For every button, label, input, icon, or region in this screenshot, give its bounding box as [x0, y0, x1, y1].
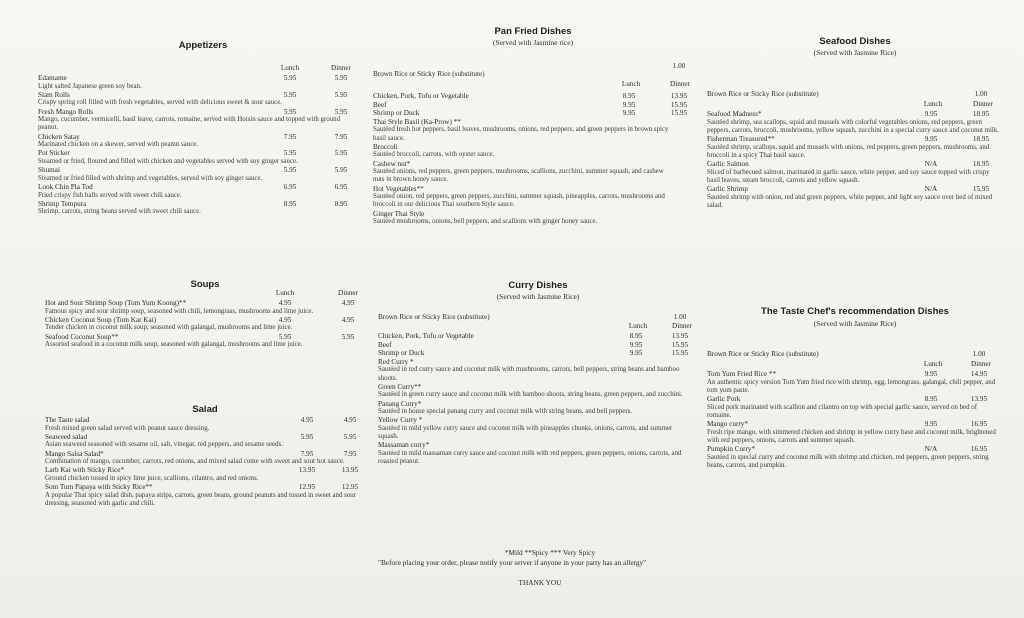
item-name: Mango curry*	[707, 420, 748, 428]
item-description: Sliced of barbecued salmon, marinated in garlic sauce, white pepper, and soy sauce topped with crispy basil leaves, steam broccoli, carrots and yellow squash.	[707, 168, 990, 184]
dinner-price: 15.95	[671, 349, 689, 358]
item-name: Thai Style Basil (Ka-Prow) **	[373, 117, 461, 126]
lunch-header: Lunch	[275, 289, 295, 297]
item-name: The Taste salad	[45, 416, 90, 424]
item-description: Fried crispy fish balls served with sweet chili sauce.	[38, 191, 182, 199]
lunch-price: N/A	[924, 160, 938, 168]
menu-item	[378, 358, 696, 367]
menu-item	[38, 133, 360, 142]
item-description: Sautéed in mild massaman curry sauce and coconut milk with red peppers, green peppers, onions, carrots, and roasted peanut.	[378, 449, 682, 466]
lunch-price: 5.95	[283, 74, 297, 82]
dinner-price: 5.95	[334, 90, 348, 99]
menu-item	[45, 299, 361, 308]
item-name: Green Curry**	[378, 382, 422, 391]
lunch-header: Lunch	[621, 80, 641, 88]
lunch-price: 5.95	[283, 166, 297, 175]
dinner-header: Dinner	[971, 360, 991, 368]
item-name: Chicken Coconut Soup (Tom Kar Kai)	[45, 315, 157, 324]
lunch-price: 5.95	[283, 90, 297, 99]
dinner-price: 18.95	[972, 110, 990, 118]
protein-row	[378, 332, 696, 341]
item-description: Sautéed fresh hot peppers, basil leaves, mushrooms, onions, red peppers, and green peppers in brown spicy basil sauce.	[373, 126, 669, 142]
rice-substitute-row	[378, 313, 696, 322]
item-description: Sautéed in green curry sauce and coconut milk with bamboo shoots, string beans, green peppers, and zucchini.	[378, 391, 683, 399]
lunch-price: 9.95	[924, 370, 938, 378]
appetizers-list	[38, 74, 360, 217]
curry-title: Curry Dishes	[508, 280, 568, 291]
lunch-price: 12.95	[298, 483, 316, 492]
dinner-price: 12.95	[341, 483, 359, 492]
item-name: Seaweed salad	[45, 432, 88, 441]
item-name: Siam Rolls	[38, 90, 70, 99]
lunch-header: Lunch	[280, 64, 300, 72]
dinner-price: 4.95	[341, 299, 355, 307]
rice-substitute-row	[373, 62, 693, 79]
dinner-price: 5.95	[343, 432, 357, 441]
item-description: An authentic spicy version Tom Yum fried rice with shrimp, egg, lemongrass, galangal, chili pepper, and tom yum paste.	[707, 378, 996, 394]
lunch-price: 9.95	[629, 349, 643, 358]
lunch-price: 7.95	[300, 449, 314, 458]
protein-name: Chicken, Pork, Tofu or Vegetable	[373, 92, 469, 100]
item-name: Chicken Satay	[38, 132, 80, 141]
dinner-price: 13.95	[341, 466, 359, 475]
rice-label: Brown Rice or Sticky Rice (substitute)	[378, 313, 490, 321]
item-name: Fisherman Treasured**	[707, 135, 775, 143]
dinner-header: Dinner	[973, 100, 993, 108]
rice-substitute-row	[707, 90, 1003, 99]
item-description: Sautéed in mild yellow curry sauce and coconut milk with pineapples chunks, onions, carrots, and summer squash.	[378, 424, 673, 441]
menu-item	[707, 370, 1003, 379]
lunch-price: 9.95	[924, 135, 938, 143]
dinner-price: 5.95	[334, 107, 348, 116]
dinner-price: 5.95	[334, 166, 348, 175]
item-description: Combination of mango, cucumber, carrots, red onions, and mixed salad come with sweet and sour hot sauce.	[45, 458, 345, 466]
lunch-price: 5.95	[300, 432, 314, 441]
lunch-price: N/A	[924, 445, 938, 453]
item-description: Sliced pork marinated with scallion and cilantro on top with special garlic sauce, served on bed of romaine.	[707, 403, 977, 419]
protein-name: Shrimp or Duck	[373, 109, 420, 118]
soups-title: Soups	[190, 279, 220, 290]
lunch-price: 9.95	[629, 340, 643, 349]
dinner-header: Dinner	[672, 322, 692, 330]
rice-price: 1.00	[972, 350, 986, 358]
menu-item	[373, 185, 693, 194]
salad-list	[45, 416, 361, 508]
lunch-header: Lunch	[923, 360, 943, 368]
item-name: Som Tum Papaya with Sticky Rice**	[45, 483, 153, 492]
menu-item	[45, 316, 361, 325]
dinner-price: 16.95	[970, 445, 988, 453]
dinner-price: 8.95	[334, 199, 348, 208]
item-name: Yellow Curry *	[378, 416, 423, 425]
lunch-price: 8.95	[629, 332, 643, 340]
pan-fried-list	[373, 92, 693, 226]
lunch-price: 8.95	[283, 199, 297, 208]
lunch-price: N/A	[924, 185, 938, 193]
protein-row	[373, 109, 693, 118]
menu-item	[378, 441, 696, 450]
dinner-price: 7.95	[343, 449, 357, 458]
item-description: Shrimp, carrots, string beans served with sweet chili sauce.	[38, 208, 201, 216]
item-name: Fresh Mango Rolls	[38, 107, 94, 116]
item-name: Larb Kai with Sticky Rice*	[45, 466, 125, 475]
item-description: Light salted Japanese green soy bean.	[38, 82, 142, 90]
soups-list	[45, 299, 361, 349]
menu-item	[45, 333, 361, 342]
item-description: Fresh mixed green salad served with peanut sauce dressing.	[45, 424, 210, 432]
spice-legend: *Mild **Spicy *** Very Spicy	[504, 548, 596, 557]
protein-name: Beef	[378, 340, 392, 349]
menu-item	[373, 118, 693, 127]
item-description: Famous spicy and sour shrimp soup, seasoned with chili, lemongrass, mushrooms and lime juice.	[45, 307, 314, 315]
item-name: Shumai	[38, 166, 60, 175]
dinner-price: 5.95	[334, 149, 348, 158]
thank-you: THANK YOU	[518, 578, 562, 587]
menu-item	[45, 466, 361, 475]
item-description: Steamed or fried filled with shrimp and vegetables, served with soy ginger sauce.	[38, 174, 263, 182]
lunch-price: 13.95	[298, 466, 316, 475]
dinner-price: 18.95	[972, 135, 990, 143]
chef-subtitle: (Served with Jasmine Rice)	[813, 319, 897, 328]
dinner-price: 4.95	[343, 416, 357, 424]
rice-price: 1.00	[672, 62, 686, 70]
item-description: Tender chicken in coconut milk soup, seasoned with galangal, mushrooms and lime juice.	[45, 324, 293, 332]
rice-label: Brown Rice or Sticky Rice (substitute)	[707, 350, 819, 358]
lunch-price: 9.95	[622, 109, 636, 118]
item-description: Mango, cucumber, vermicelli, basil leave, carrots, romaine, served with Hoisin sauce and topped with ground peanut.	[38, 116, 341, 132]
menu-item	[373, 143, 693, 152]
item-description: Ground chicken tossed in spicy lime juice, scallions, cilantro, and red onions.	[45, 474, 259, 482]
menu-item	[707, 160, 1003, 169]
item-description: Sautéed in house special panang curry and coconut milk with string beans, and bell peppers.	[378, 408, 633, 416]
item-name: Look Chin Pla Tod	[38, 182, 93, 191]
menu-item	[38, 200, 360, 209]
rice-label: Brown Rice or Sticky Rice (substitute)	[707, 90, 819, 98]
lunch-price: 7.95	[283, 132, 297, 141]
menu-item	[38, 91, 360, 100]
rice-price: 1.00	[974, 90, 988, 98]
seafood-title: Seafood Dishes	[819, 36, 891, 47]
protein-name: Beef	[373, 100, 387, 109]
menu-item	[707, 110, 1003, 119]
dinner-price: 13.95	[670, 92, 688, 100]
menu-item	[45, 450, 361, 459]
dinner-price: 13.95	[970, 395, 988, 403]
lunch-price: 6.95	[283, 182, 297, 191]
protein-name: Shrimp or Duck	[378, 349, 425, 358]
chef-title: The Taste Chef's recommendation Dishes	[761, 306, 949, 317]
item-name: Edamame	[38, 74, 67, 82]
item-description: Fresh ripe mango, with simmered chicken and shrimp in yellow curry base and coconut milk, brightened with red peppers, onions, carrots and summer squash.	[707, 428, 996, 444]
lunch-price: 5.95	[283, 107, 297, 116]
item-name: Panang Curry*	[378, 399, 422, 408]
menu-item	[45, 433, 361, 442]
item-description: Sautéed in red curry sauce and coconut milk with mushrooms, carrots, bell peppers, string beans and bamboo shoots.	[378, 366, 680, 382]
menu-item	[45, 483, 361, 492]
lunch-price: 9.95	[924, 420, 938, 428]
dinner-price: 15.95	[670, 100, 688, 109]
menu-item	[707, 135, 1003, 144]
dinner-price: 15.95	[972, 185, 990, 193]
item-description: Asian seaweed seasoned with sesame oil, salt, vinegar, red peppers, and sesame seeds.	[45, 441, 283, 449]
item-name: Shrimp Tempura	[38, 199, 87, 208]
item-name: Tom Yum Fried Rice **	[707, 370, 777, 378]
seafood-subtitle: (Served with Jasmine Rice)	[813, 48, 897, 57]
menu-item	[378, 416, 696, 425]
item-description: Sautéed broccoli, carrots, with oyster sauce.	[373, 151, 495, 159]
item-description: Sautéed mushrooms, onions, bell peppers, and scallions with ginger honey sauce.	[373, 218, 598, 226]
protein-row	[373, 92, 693, 101]
menu-item	[373, 160, 693, 169]
dinner-header: Dinner	[670, 80, 690, 88]
lunch-price: 4.95	[278, 315, 292, 324]
menu-item	[707, 420, 1003, 429]
allergy-notice: "Before placing your order, please notify your server if anyone in your party has an allergy"	[378, 558, 647, 567]
item-description: Assorted seafood in a coconut milk soup, seasoned with galangal, mushrooms and lime juice.	[45, 341, 303, 349]
item-description: Marinated chicken on a skewer, served with peanut sauce.	[38, 141, 199, 149]
item-name: Broccoli	[373, 142, 398, 151]
menu-item	[707, 445, 1003, 454]
lunch-price: 5.95	[278, 332, 292, 341]
menu-item	[38, 74, 360, 83]
dinner-price: 16.95	[970, 420, 988, 428]
item-description: Sautéed shrimp, scallops, squid and mussels with onions, red peppers, green peppers, mushrooms, and broccoli in a spicy Thai basil sauce.	[707, 143, 990, 159]
item-name: Ginger Thai Style	[373, 209, 425, 218]
protein-row	[373, 101, 693, 110]
lunch-price: 5.95	[283, 149, 297, 158]
rice-price: 1.00	[673, 313, 687, 321]
item-description: Sautéed onion, red peppers, green peppers, zucchini, summer squash, pineapples, carrots, mushrooms and broccoli in our delicious Thai southern Style sauce.	[373, 193, 665, 209]
seafood-list	[707, 110, 1003, 210]
item-name: Garlic Pork	[707, 395, 741, 403]
menu-item	[45, 416, 361, 425]
lunch-price: 9.95	[622, 100, 636, 109]
protein-name: Chicken, Pork, Tofu or Vegetable	[378, 332, 474, 340]
menu-item	[38, 166, 360, 175]
item-name: Pumpkin Curry*	[707, 445, 756, 453]
item-description: Sautéed in special curry and coconut milk with shrimp and chicken, red peppers, green peppers, string beans, carrots, and pumpkin.	[707, 453, 989, 469]
item-name: Seafood Coconut Soup**	[45, 332, 119, 341]
item-description: Crispy spring roll filled with fresh vegetables, served with delicious sweet & sour sauce.	[38, 99, 282, 107]
item-name: Hot and Sour Shrimp Soup (Tom Yum Koong)**	[45, 299, 187, 307]
salad-title: Salad	[192, 404, 218, 415]
dinner-price: 7.95	[334, 132, 348, 141]
menu-item	[373, 210, 693, 219]
dinner-price: 15.95	[670, 109, 688, 118]
dinner-price: 14.95	[970, 370, 988, 378]
lunch-price: 8.95	[622, 92, 636, 100]
item-description: A popular Thai spicy salad dish, papaya strips, carrots, green beans, ground peanuts and tossed in sweet and sour dressing, seasoned with garlic and chili.	[45, 491, 357, 507]
rice-substitute-row	[707, 350, 1003, 359]
item-name: Mango Salsa Salad*	[45, 449, 104, 458]
menu-item	[38, 149, 360, 158]
lunch-price: 4.95	[278, 299, 292, 307]
dinner-price: 6.95	[334, 182, 348, 191]
item-description: Steamed or fried, floured and filled with chicken and vegetables served with soy ginger sauce.	[38, 157, 298, 165]
item-name: Cashew nut*	[373, 159, 411, 168]
pan-fried-subtitle: (Served with Jasmine rice)	[492, 38, 574, 47]
item-name: Pot Sticker	[38, 149, 70, 158]
menu-item	[38, 183, 360, 192]
chef-list	[707, 370, 1003, 470]
lunch-price: 9.95	[924, 110, 938, 118]
dinner-price: 13.95	[671, 332, 689, 340]
dinner-header: Dinner	[331, 64, 351, 72]
menu-item	[378, 400, 696, 409]
pan-fried-title: Pan Fried Dishes	[494, 26, 572, 37]
item-name: Massaman curry*	[378, 441, 430, 450]
item-name: Garlic Salmon	[707, 160, 749, 168]
rice-label: Brown Rice or Sticky Rice (substitute)	[373, 70, 485, 78]
item-name: Garlic Shrimp	[707, 185, 748, 193]
item-description: Sautéed shrimp, sea scallops, squid and mussels with colorful vegetables onions, red peppers, green peppers, carrots, broccoli, mushrooms, yellow squash, zucchini in a special curry sauce and coconut milk.	[707, 118, 1000, 134]
dinner-header: Dinner	[338, 289, 358, 297]
item-description: Sautéed onions, red peppers, green peppers, mushrooms, scallions, zucchini, summer squash, and cashew nuts in brown honey sauce.	[373, 168, 664, 184]
lunch-price: 8.95	[924, 395, 938, 403]
dinner-price: 4.95	[341, 315, 355, 324]
dinner-price: 18.95	[972, 160, 990, 168]
item-name: Red Curry *	[378, 357, 414, 366]
lunch-header: Lunch	[628, 322, 648, 330]
item-name: Hot Vegetables**	[373, 184, 424, 193]
menu-item	[707, 185, 1003, 194]
dinner-price: 5.95	[334, 74, 348, 82]
item-name: Seafood Madness*	[707, 110, 762, 118]
menu-item	[38, 108, 360, 117]
appetizers-title: Appetizers	[178, 40, 228, 51]
item-description: Sautéed shrimp with onion, red and green peppers, white pepper, and light soy sauce over bed of mixed salad.	[707, 193, 993, 209]
dinner-price: 15.95	[671, 340, 689, 349]
lunch-price: 4.95	[300, 416, 314, 424]
curry-subtitle: (Served with Jasmine Rice)	[496, 292, 580, 301]
protein-row	[378, 341, 696, 350]
menu-item	[378, 383, 696, 392]
menu-item	[707, 395, 1003, 404]
curry-list	[378, 332, 696, 466]
protein-row	[378, 349, 696, 358]
dinner-price: 5.95	[341, 332, 355, 341]
lunch-header: Lunch	[923, 100, 943, 108]
